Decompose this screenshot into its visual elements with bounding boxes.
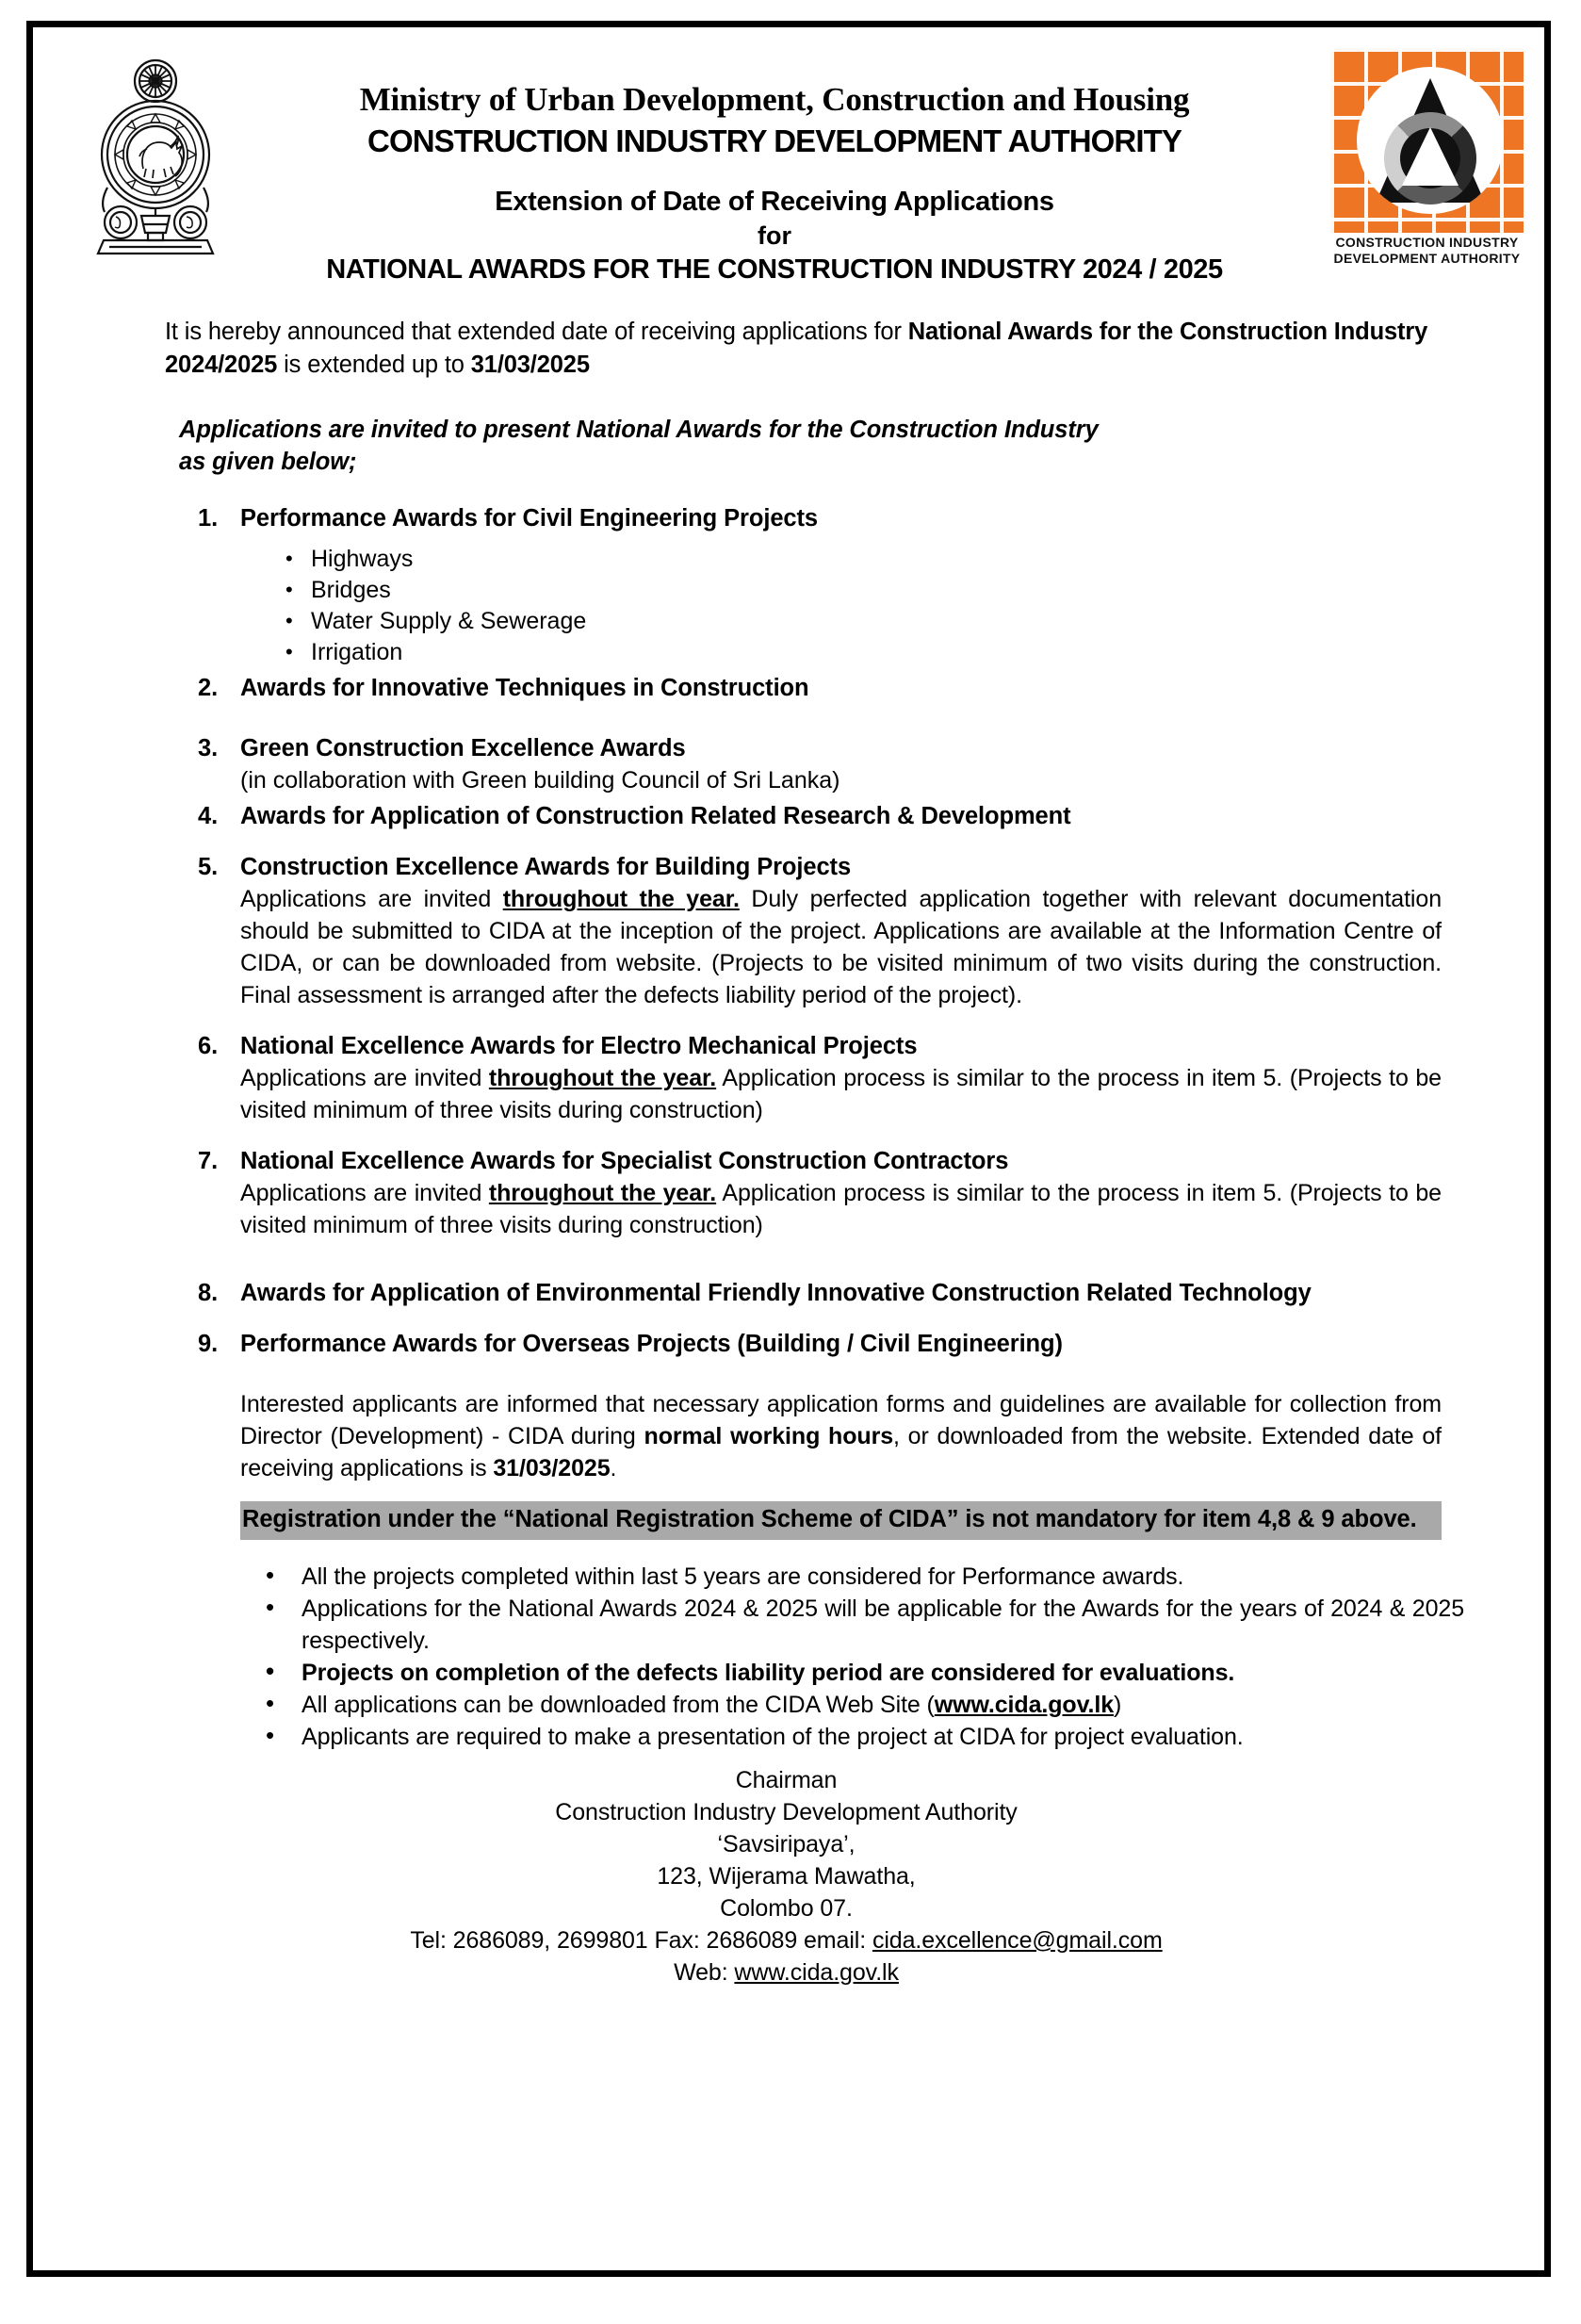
award-number: 3. xyxy=(198,735,219,761)
award-item-1 xyxy=(66,502,1507,668)
final-note: • All the projects completed within last 5 years are considered for Performance awards. xyxy=(66,1561,1507,1593)
award-title: Green Construction Excellence Awards xyxy=(240,735,686,761)
document-header xyxy=(33,27,1544,301)
final-note: • Projects on completion of the defects liability period are considered for evaluations. xyxy=(66,1657,1507,1689)
award-item-2 xyxy=(66,672,1507,728)
authority-title: CONSTRUCTION INDUSTRY DEVELOPMENT AUTHORITY xyxy=(367,123,1182,158)
award-number: 6. xyxy=(198,1033,219,1059)
final-notes-list xyxy=(66,1561,1507,1753)
award-number: 5. xyxy=(198,854,219,880)
closing-part1: Interested applicants are informed that necessary application forms and guidelines are available for collection from Director (Development) - CIDA during xyxy=(240,1391,1442,1449)
award-body-underline: throughout the year. xyxy=(488,1180,717,1206)
intro-part1: It is hereby announced that extended date of receiving applications for xyxy=(165,319,908,345)
award-subtitle: (in collaboration with Green building Council of Sri Lanka) xyxy=(240,767,840,794)
invitation-paragraph xyxy=(179,414,1507,478)
document-page xyxy=(26,21,1551,2277)
sub-bullet: • Highways xyxy=(240,544,1507,575)
spacer xyxy=(240,1011,1507,1026)
spacer xyxy=(240,832,1507,847)
footer-contact-line xyxy=(66,1924,1507,1956)
spacer xyxy=(240,704,1507,728)
award-body-post: Application process is similar to the process in item 5. (Projects to be visited minimum of three visits during construction) xyxy=(240,1180,1442,1238)
final-note: • Applicants are required to make a presentation of the project at CIDA for project evaluation. xyxy=(66,1721,1507,1753)
spacer xyxy=(240,1309,1507,1324)
closing-paragraph xyxy=(240,1388,1442,1484)
logo-letter-a-counter xyxy=(1402,127,1459,186)
award-number: 1. xyxy=(198,505,219,532)
awards-list xyxy=(66,502,1507,1360)
award-title: Performance Awards for Overseas Projects (Building / Civil Engineering) xyxy=(240,1331,1063,1357)
registration-highlight-box: Registration under the “National Registration Scheme of CIDA” is not mandatory for item 4,8 & 9 above. xyxy=(240,1501,1442,1540)
header-titles xyxy=(236,80,1313,287)
award-title: Construction Excellence Awards for Building Projects xyxy=(240,854,852,880)
award-number: 2. xyxy=(198,675,219,701)
closing-bold1: normal working hours xyxy=(644,1423,894,1449)
intro-bold1: National Awards for the Construction Industry 2024/2025 xyxy=(165,319,1428,378)
logo-white-disc xyxy=(1357,67,1504,214)
logo-brick-pattern xyxy=(1330,48,1524,233)
for-label: for xyxy=(758,221,791,250)
award-number: 4. xyxy=(198,803,219,829)
spacer xyxy=(240,1241,1507,1273)
award-number: 9. xyxy=(198,1331,219,1357)
award-body-post: Application process is similar to the process in item 5. (Projects to be visited minimum of three visits during construction) xyxy=(240,1065,1442,1123)
intro-bold2: 31/03/2025 xyxy=(470,352,590,378)
footer-web-line xyxy=(66,1956,1507,1988)
footer-authority: Construction Industry Development Authority xyxy=(555,1799,1018,1825)
award-title: Awards for Application of Construction Related Research & Development xyxy=(240,803,1071,829)
award-item-6 xyxy=(66,1030,1507,1141)
award-title: Awards for Application of Environmental Friendly Innovative Construction Related Technology xyxy=(240,1280,1312,1306)
award-title: Awards for Innovative Techniques in Construction xyxy=(240,675,809,701)
logo-caption-line2: DEVELOPMENT AUTHORITY xyxy=(1333,251,1521,266)
award-body-pre: Applications are invited xyxy=(240,1065,489,1091)
award-body xyxy=(240,1177,1442,1241)
logo-caption-line1: CONSTRUCTION INDUSTRY xyxy=(1335,235,1519,250)
award-title: Performance Awards for Civil Engineering Projects xyxy=(240,505,818,532)
final-note-with-link xyxy=(66,1689,1507,1721)
closing-bold2: 31/03/2025 xyxy=(493,1455,611,1481)
sub-bullet: • Irrigation xyxy=(240,637,1507,668)
award-body-underline: throughout the year. xyxy=(488,1065,717,1091)
cida-website-link[interactable]: www.cida.gov.lk xyxy=(934,1692,1115,1718)
final-note: • Applications for the National Awards 2024 & 2025 will be applicable for the Awards for the years of 2024 & 2025 respectively. xyxy=(66,1593,1507,1657)
footer-building: ‘Savsiripaya’, xyxy=(717,1831,856,1858)
award-number: 7. xyxy=(198,1148,219,1174)
award-title: National Excellence Awards for Electro Mechanical Projects xyxy=(240,1033,918,1059)
invitation-line2: as given below; xyxy=(179,449,357,475)
spacer xyxy=(240,1126,1507,1141)
invitation-line1: Applications are invited to present National Awards for the Construction Industry xyxy=(179,417,1099,443)
sri-lanka-national-emblem-icon xyxy=(85,56,226,272)
footer-city: Colombo 07. xyxy=(720,1895,853,1922)
footer-chairman: Chairman xyxy=(735,1767,838,1793)
award-item-7 xyxy=(66,1145,1507,1273)
award-number: 8. xyxy=(198,1280,219,1306)
award-item-9 xyxy=(66,1328,1507,1360)
award-body xyxy=(240,883,1442,1011)
award-item-8 xyxy=(66,1277,1507,1324)
closing-part3: . xyxy=(610,1455,617,1481)
footer-web-link[interactable]: www.cida.gov.lk xyxy=(734,1959,899,1986)
national-awards-title: NATIONAL AWARDS FOR THE CONSTRUCTION INDUSTRY 2024 / 2025 xyxy=(326,254,1223,285)
footer-web-label: Web: xyxy=(674,1959,735,1986)
cida-logo-icon xyxy=(1330,48,1524,267)
award-title: National Excellence Awards for Specialist Construction Contractors xyxy=(240,1148,1009,1174)
extension-title: Extension of Date of Receiving Applications xyxy=(495,187,1054,217)
award-body-pre: Applications are invited xyxy=(240,886,503,912)
footer-contact-pre: Tel: 2686089, 2699801 Fax: 2686089 email: xyxy=(410,1927,872,1954)
ministry-title: Ministry of Urban Development, Construction and Housing xyxy=(359,81,1190,118)
footer-email-link[interactable]: cida.excellence@gmail.com xyxy=(872,1927,1163,1954)
award-body-underline: throughout the year. xyxy=(502,886,740,912)
award-item-5 xyxy=(66,851,1507,1026)
closing-part2: , or downloaded from the website. Extended date of receiving applications is xyxy=(240,1423,1442,1481)
award-item-3 xyxy=(66,732,1507,796)
intro-paragraph xyxy=(165,316,1484,382)
footer-street: 123, Wijerama Mawatha, xyxy=(657,1863,916,1890)
sub-bullet: • Water Supply & Sewerage xyxy=(240,606,1507,637)
document-footer xyxy=(66,1764,1507,1988)
final-note-pre: All applications can be downloaded from the CIDA Web Site ( xyxy=(302,1692,935,1718)
logo-caption xyxy=(1330,235,1524,267)
intro-part2: is extended up to xyxy=(277,352,471,378)
award-body-pre: Applications are invited xyxy=(240,1180,489,1206)
award-body xyxy=(240,1062,1442,1126)
award-body-post: Duly perfected application together with relevant documentation should be submitted to CIDA at the inception of the project. Applications are available at the Information Centre of CIDA, or can be downloaded from website. (Projects to be visited minimum of two visits during the construction. Final assessment is arranged after the defects liability period of the project). xyxy=(240,886,1442,1008)
document-body xyxy=(33,316,1544,1988)
sub-bullet: • Bridges xyxy=(240,575,1507,606)
final-note-post: ) xyxy=(1114,1692,1122,1718)
award-item-4 xyxy=(66,800,1507,847)
award-1-sub-bullets xyxy=(240,544,1507,668)
